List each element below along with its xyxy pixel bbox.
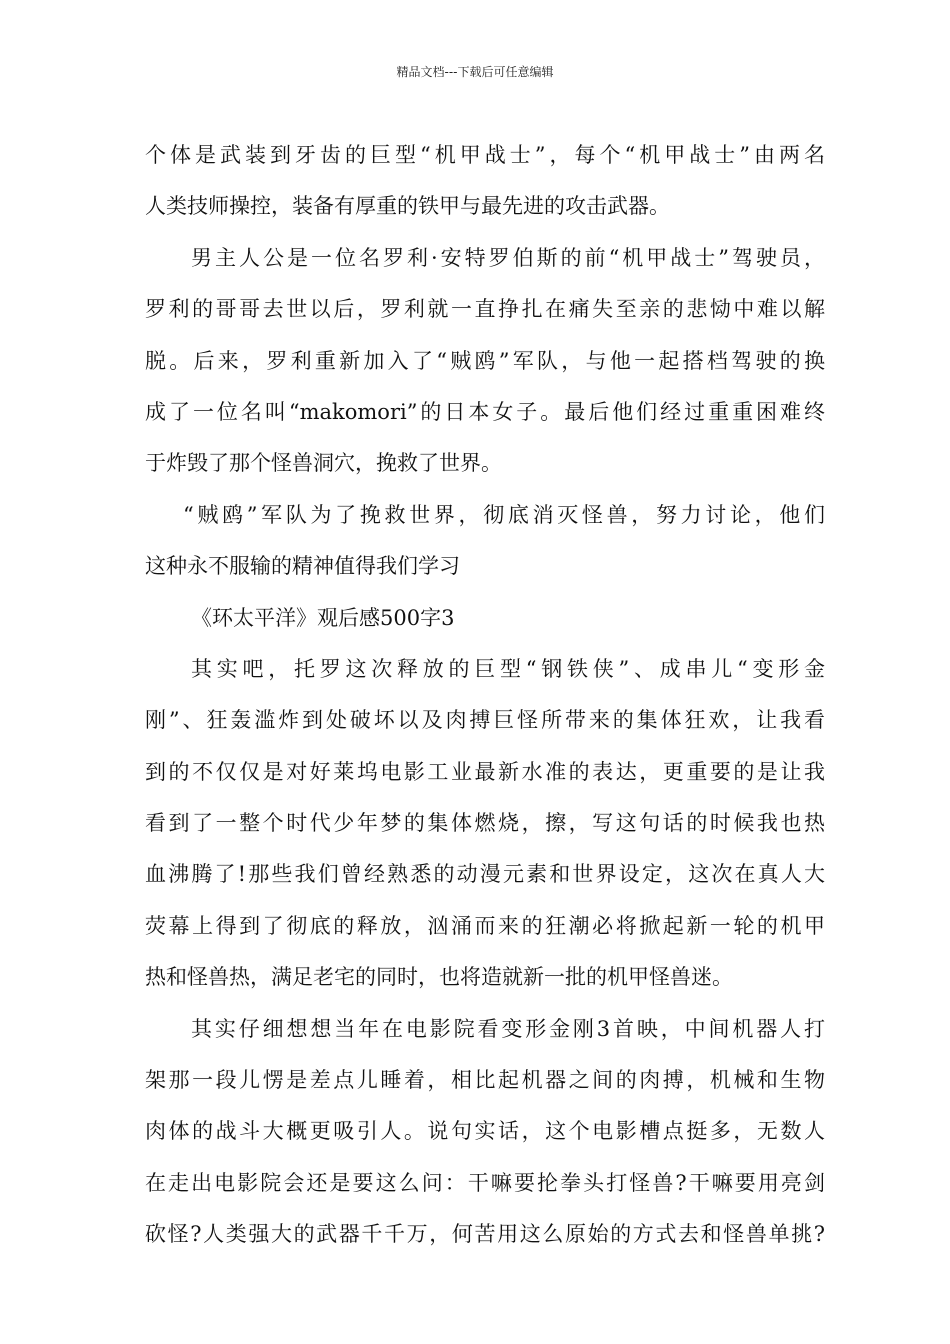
text-line: 到的不仅仅是对好莱坞电影工业最新水准的表达，更重要的是让我 — [145, 759, 825, 784]
text-line: 荧幕上得到了彻底的释放，汹涌而来的狂潮必将掀起新一轮的机甲 — [145, 913, 825, 938]
document-body — [145, 130, 825, 1261]
text-line: 男主人公是一位名罗利·安特罗伯斯的前“机甲战士”驾驶员， — [191, 245, 825, 270]
text-line: 肉体的战斗大概更吸引人。说句实话，这个电影槽点挺多，无数人 — [145, 1119, 825, 1144]
text-line: 个体是武装到牙齿的巨型“机甲战士”，每个“机甲战士”由两名 — [145, 143, 825, 167]
text-line: 血沸腾了!那些我们曾经熟悉的动漫元素和世界设定，这次在真人大 — [145, 862, 825, 887]
text-line: 架那一段儿愣是差点儿睡着，相比起机器之间的肉搏，机械和生物 — [145, 1068, 825, 1093]
text-line: 这种永不服输的精神值得我们学习 — [145, 554, 460, 579]
text-line: 热和怪兽热，满足老宅的同时，也将造就新一批的机甲怪兽迷。 — [145, 965, 733, 990]
text-line: 砍怪?人类强大的武器千千万，何苦用这么原始的方式去和怪兽单挑? — [145, 1222, 825, 1247]
text-line: 罗利的哥哥去世以后，罗利就一直挣扎在痛失至亲的悲恸中难以解 — [145, 297, 825, 322]
text-line: 在走出电影院会还是要这么问：干嘛要抡拳头打怪兽?干嘛要用亮剑 — [145, 1170, 825, 1195]
section-heading: 《环太平洋》观后感500字3 — [191, 605, 455, 630]
text-line: 看到了一整个时代少年梦的集体燃烧，擦，写这句话的时候我也热 — [145, 811, 825, 836]
text-line: “贼鸥”军队为了挽救世界，彻底消灭怪兽，努力讨论，他们 — [183, 502, 825, 527]
text-line: 其实仔细想想当年在电影院看变形金刚3首映，中间机器人打 — [191, 1016, 825, 1041]
text-line: 刚”、狂轰滥炸到处破坏以及肉搏巨怪所带来的集体狂欢，让我看 — [145, 708, 825, 733]
page-header: 精品文档---下载后可任意编辑 — [396, 65, 554, 79]
text-line: 人类技师操控，装备有厚重的铁甲与最先进的攻击武器。 — [145, 194, 670, 219]
text-line: 成了一位名叫“makomori”的日本女子。最后他们经过重重困难终 — [145, 399, 825, 424]
text-line: 其实吧，托罗这次释放的巨型“钢铁侠”、成串儿“变形金 — [191, 656, 825, 681]
text-line: 于炸毁了那个怪兽洞穴，挽救了世界。 — [145, 451, 502, 476]
text-line: 脱。后来，罗利重新加入了“贼鸥”军队，与他一起搭档驾驶的换 — [145, 348, 825, 373]
